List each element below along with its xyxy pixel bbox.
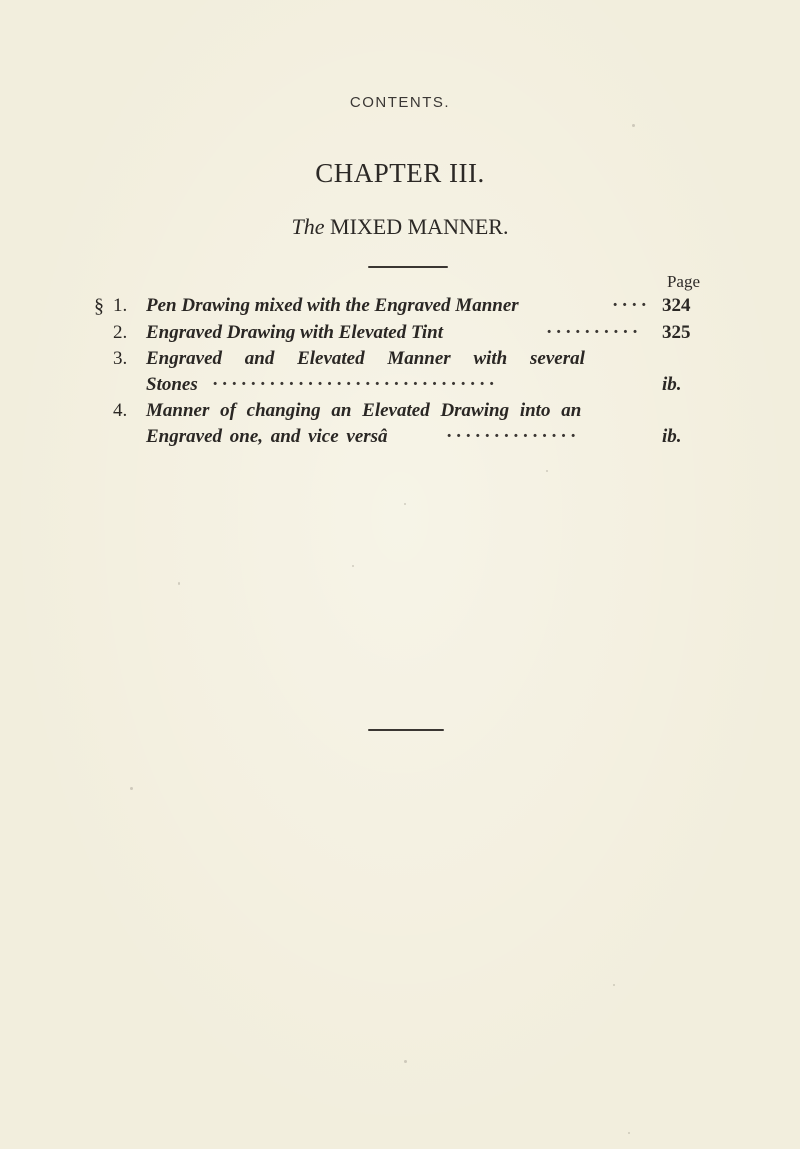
section-mark: § <box>94 295 104 317</box>
subtitle-lead: The <box>291 214 325 239</box>
entry-number: 1. <box>113 295 128 316</box>
chapter-subtitle <box>0 214 800 240</box>
dot-leader: ·········· <box>546 322 642 343</box>
page-column-label: Page <box>666 272 700 291</box>
entry-number: 2. <box>113 322 128 343</box>
entry-page-number: 325 <box>662 322 691 343</box>
entry-page-number: ib. <box>662 374 682 395</box>
entry-title-line-2: Engraved one, and vice versâ <box>146 426 388 447</box>
entry-title-line-1: Manner of changing an Elevated Drawing into an <box>146 400 582 421</box>
toc-entry-3[interactable] <box>0 346 800 372</box>
dot-leader: ···· <box>612 295 651 316</box>
toc-entry-2[interactable] <box>0 320 800 346</box>
toc-entry-4-continued[interactable] <box>0 424 800 450</box>
dot-leader: ······························ <box>212 374 499 395</box>
entry-title: Engraved Drawing with Elevated Tint <box>146 322 443 343</box>
top-rule-divider <box>368 266 448 268</box>
entry-title: Pen Drawing mixed with the Engraved Manner <box>146 295 519 316</box>
chapter-heading: CHAPTER III. <box>315 158 485 188</box>
entry-number: 3. <box>113 348 128 369</box>
dot-leader: ·············· <box>446 426 580 447</box>
toc-entry-3-continued[interactable] <box>0 372 800 398</box>
entry-title-line-1: Engraved and Elevated Manner with several <box>146 348 585 369</box>
toc-entry-1[interactable] <box>0 293 800 319</box>
entry-page-number: 324 <box>662 295 691 316</box>
entry-number: 4. <box>113 400 128 421</box>
entry-title-line-2: Stones <box>146 374 198 395</box>
running-head: CONTENTS. <box>349 94 451 111</box>
entry-page-number: ib. <box>662 426 682 447</box>
bottom-rule-divider <box>368 729 444 731</box>
subtitle-rest: MIXED MANNER. <box>330 214 509 239</box>
toc-entry-4[interactable] <box>0 398 800 424</box>
